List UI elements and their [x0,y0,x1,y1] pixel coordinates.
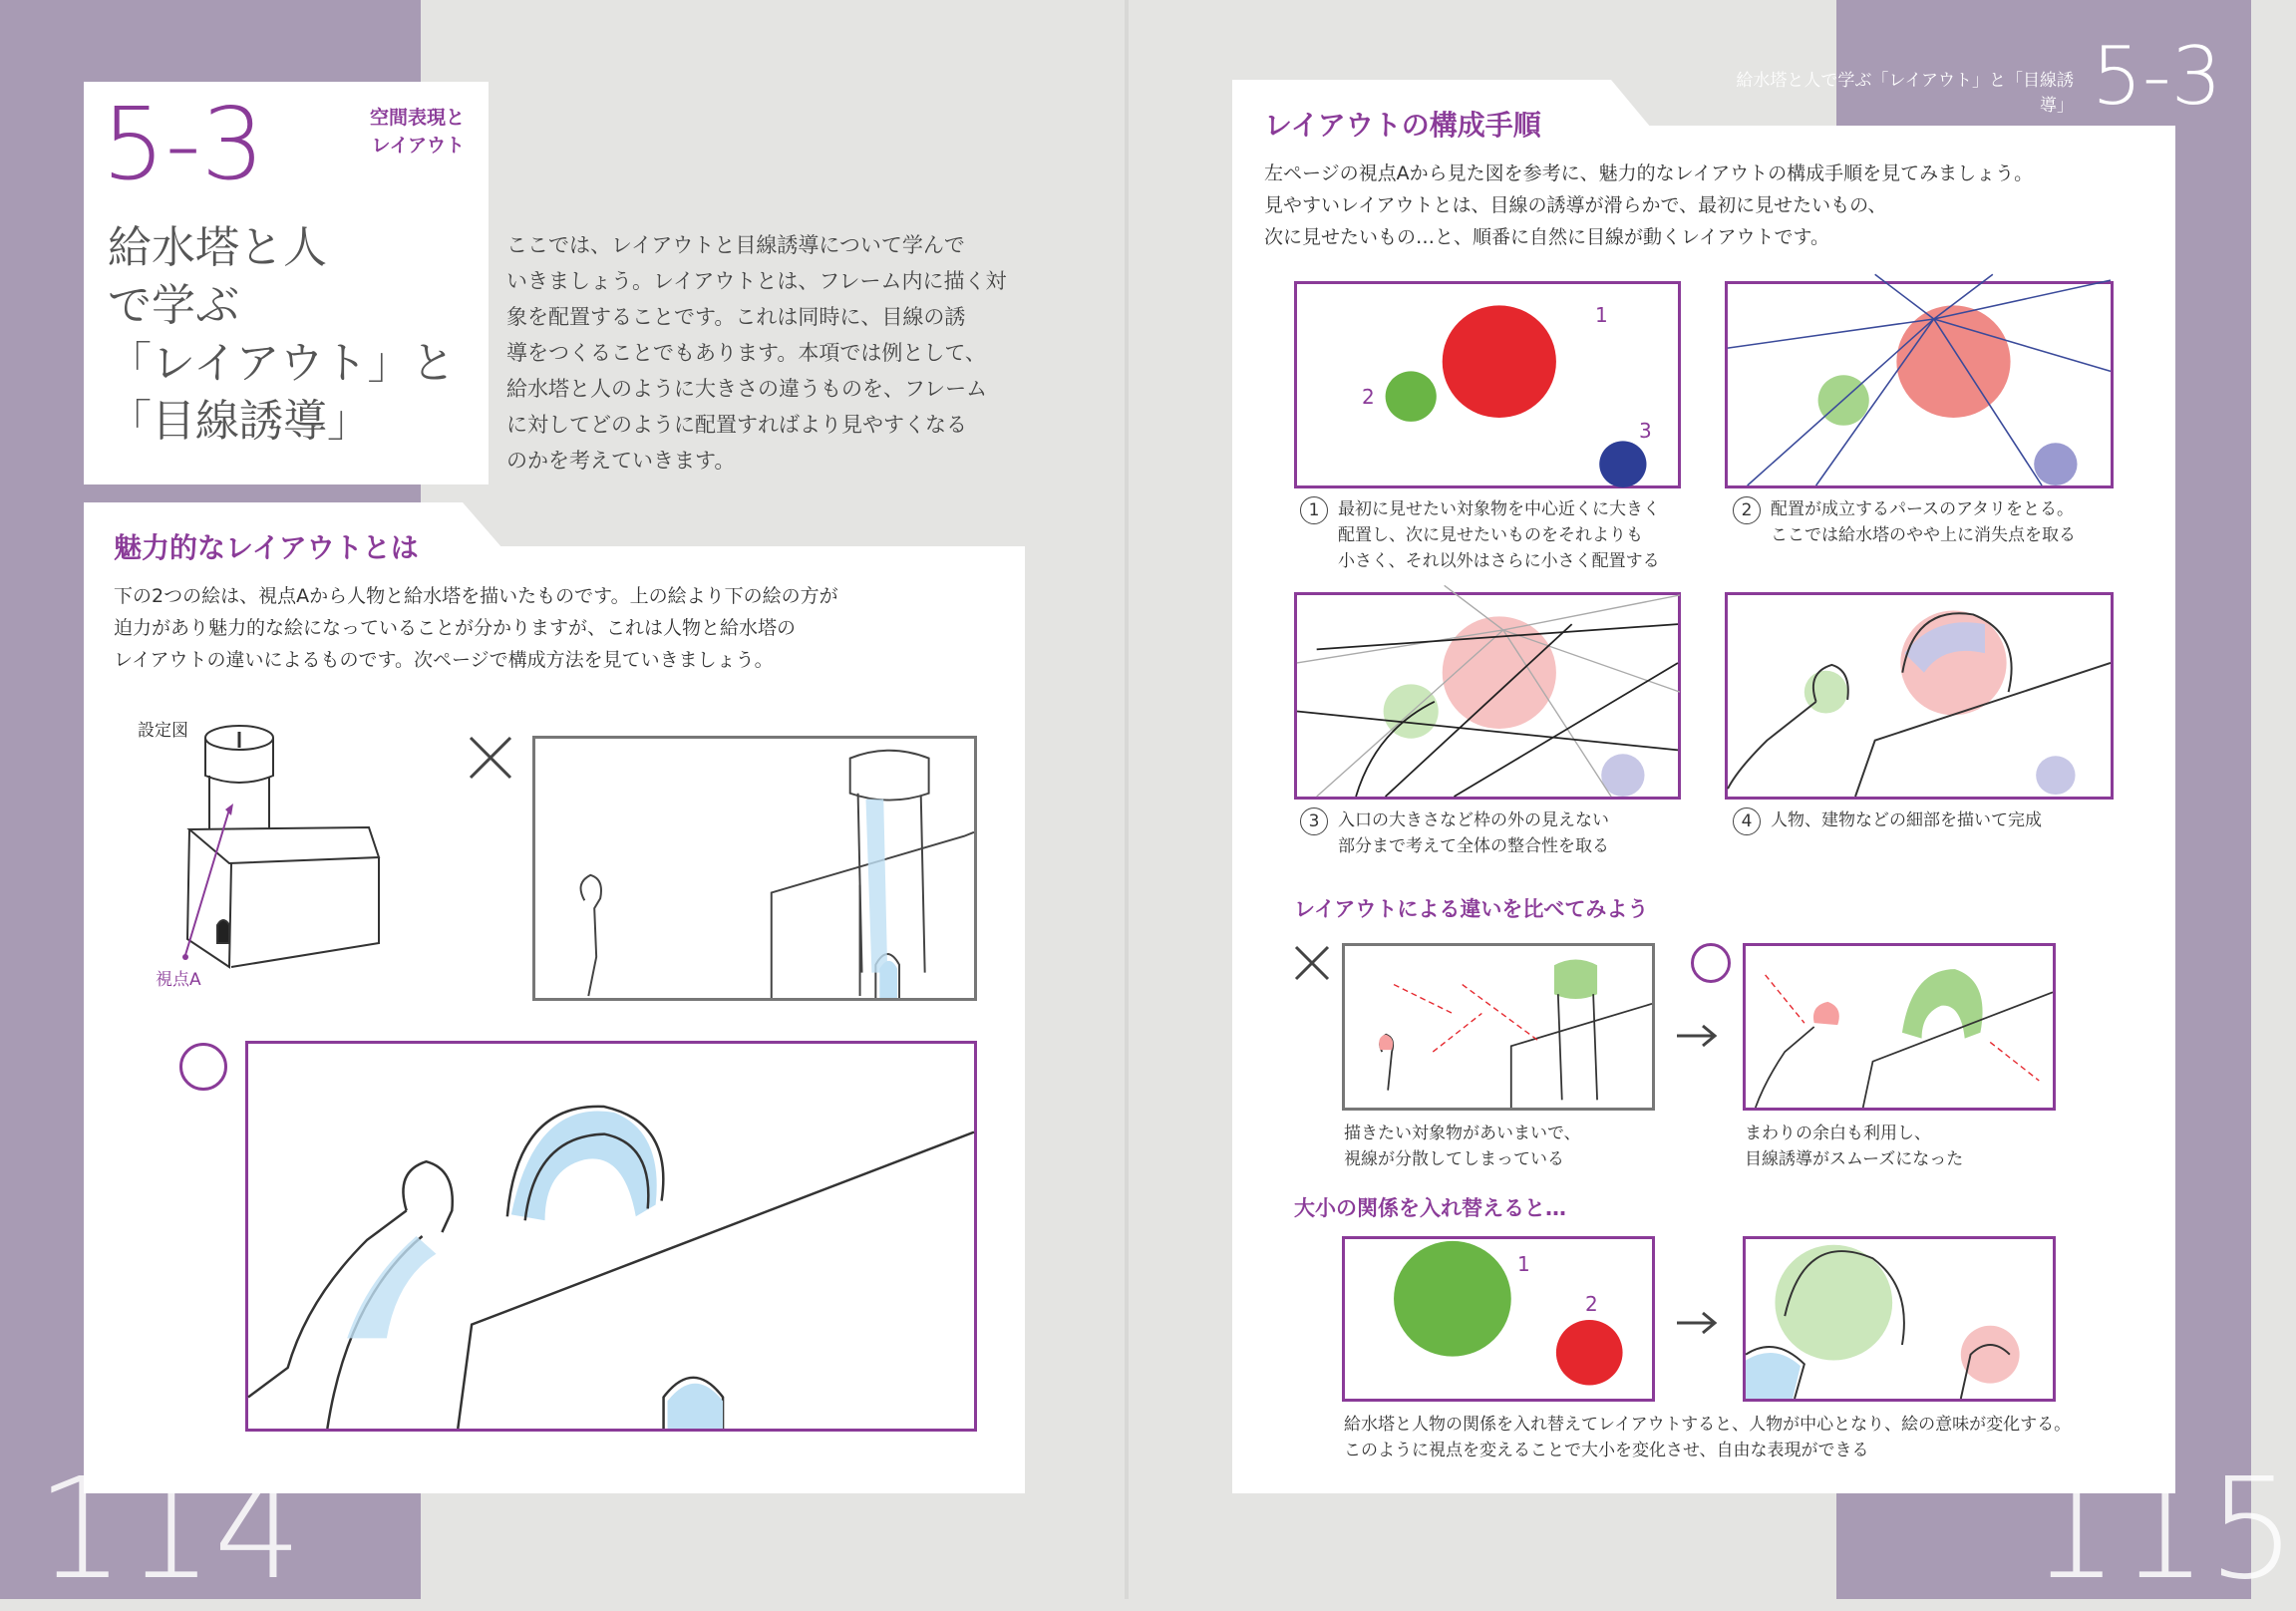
compare-bad-caption: 描きたい対象物があいまいで、 視線が分散してしまっている [1344,1124,1581,1169]
arrow-compare [1675,1021,1721,1051]
intro-text: ここでは、レイアウトと目線誘導について学んで いきましょう。レイアウトとは、フレーム内に描く対 象を配置することです。これは同時に、目線の誘 導をつくることでもあります。本項では例として、 給水塔と人のように大きさの違うものを、フレーム に対してどのように配置すればより見やすくなる のかを考えていきます。 [506,233,1007,473]
page-title: 給水塔と人 で学ぶ 「レイアウト」と 「目線誘導」 [108,222,456,447]
swap-label-1: 1 [1517,1252,1530,1276]
gutter [1125,0,1129,1599]
compare-good-frame [1743,943,2056,1111]
arrow-swap [1675,1308,1721,1338]
section-title-right: レイアウトの構成手順 [1264,109,1541,142]
section-body-right: 左ページの視点Aから見た図を参考に、魅力的なレイアウトの構成手順を見てみましょう。 見やすいレイアウトとは、目線の誘導が滑らかで、最初に見せたいもの、 次に見せたいもの…と、順番に自然に目線が動くレイアウトです。 [1264,162,2034,248]
step4-number: 4 [1733,807,1761,835]
step1-number: 1 [1300,496,1328,524]
step1-label-3: 3 [1639,419,1652,443]
step2-text: 配置が成立するパースのアタリをとる。 ここでは給水塔のやや上に消失点を取る [1771,499,2076,545]
step3-frame [1294,592,1681,800]
step2-frame [1725,281,2114,488]
o-mark-left [179,1043,227,1091]
right-header-number: 5-3 [2092,30,2222,123]
step2-number: 2 [1733,496,1761,524]
o-mark-right [1691,943,1731,983]
chapter-number: 5-3 [102,86,265,202]
step1-caption [1300,496,1669,574]
section-title-left: 魅力的なレイアウトとは [114,531,419,564]
swap-title: 大小の関係を入れ替えると… [1294,1196,1566,1220]
x-mark-right [1292,943,1332,983]
section-body-left: 下の2つの絵は、視点Aから人物と給水塔を描いたものです。上の絵より下の絵の方が 迫力があり魅力的な絵になっていることが分かりますが、これは人物と給水塔の レイアウトの違いによるものです。次ページで構成方法を見ていきましょう。 [114,585,838,671]
step3-caption [1300,807,1669,859]
right-header-text: 給水塔と人で学ぶ「レイアウト」と「目線誘導」 [1736,71,2074,116]
compare-bad-frame [1342,943,1655,1111]
step4-caption [1733,807,2112,835]
bad-layout-frame [532,736,977,1001]
step4-text: 人物、建物などの細部を描いて完成 [1771,810,2042,830]
swap-label-2: 2 [1585,1292,1598,1316]
swap-result-frame [1743,1236,2056,1402]
step1-frame [1294,281,1681,488]
step4-frame [1725,592,2114,800]
step2-caption [1733,496,2112,548]
compare-good-caption: まわりの余白も利用し、 目線誘導がスムーズになった [1745,1124,1964,1169]
good-layout-frame [245,1041,977,1432]
step3-text: 入口の大きさなど枠の外の見えない 部分まで考えて全体の整合性を取る [1338,810,1609,856]
page-number-right: 115 [2030,1449,2296,1611]
chapter-tag: 空間表現と レイアウト [369,107,465,157]
step1-label-2: 2 [1362,385,1375,409]
step3-number: 3 [1300,807,1328,835]
viewpoint-label: 視点A [156,970,201,990]
x-mark-left [467,734,514,782]
step1-text: 最初に見せたい対象物を中心近くに大きく 配置し、次に見せたいものをそれよりも 小さく、それ以外はさらに小さく配置する [1338,499,1660,571]
setting-label: 設定図 [138,721,188,741]
setting-diagram [140,718,399,987]
step1-label-1: 1 [1595,303,1608,327]
compare-title: レイアウトによる違いを比べてみよう [1294,897,1649,921]
swap-diagram-frame [1342,1236,1655,1402]
swap-body: 給水塔と人物の関係を入れ替えてレイアウトすると、人物が中心となり、絵の意味が変化する。 このように視点を変えることで大小を変化させ、自由な表現ができる [1344,1415,2072,1460]
page-number-left: 114 [36,1449,303,1611]
